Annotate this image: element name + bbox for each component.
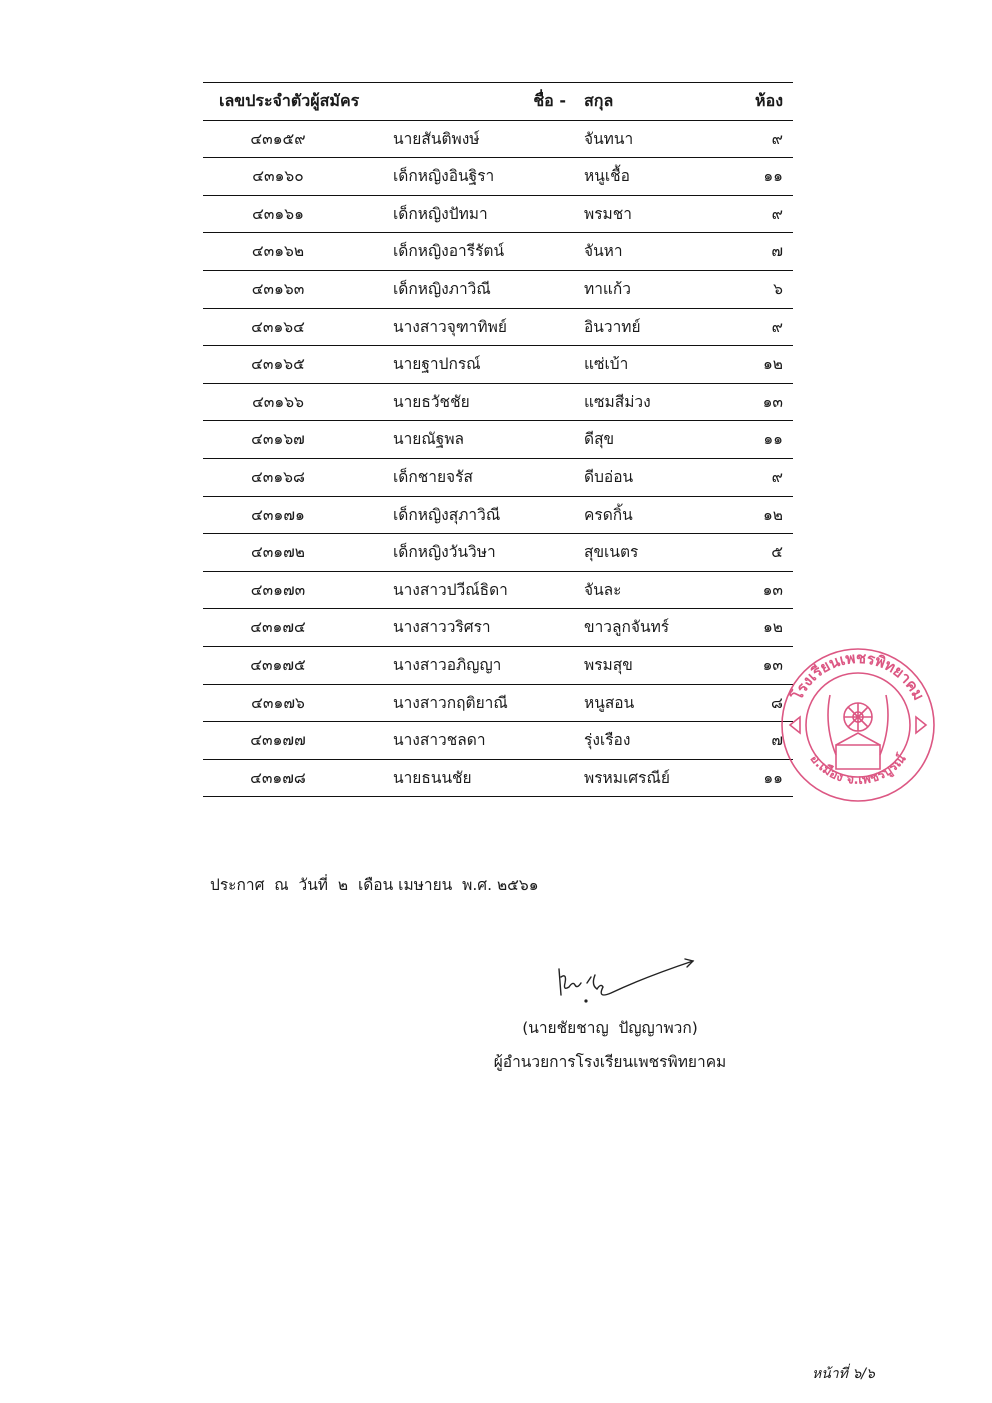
first-name: นางสาวอภิญญา	[393, 655, 502, 674]
applicant-id: ๔๓๑๖๘	[251, 467, 305, 486]
last-name: หนูสอน	[584, 693, 635, 712]
room-number: ๙	[771, 467, 783, 486]
table-row	[203, 121, 793, 159]
applicant-id: ๔๓๑๗๗	[250, 731, 306, 750]
signature-image	[545, 955, 705, 1010]
room-number: ๑๓	[762, 392, 783, 411]
applicant-id: ๔๓๑๗๔	[250, 618, 306, 637]
room-number: ๗	[771, 242, 783, 261]
table-row	[203, 346, 793, 384]
table-row	[203, 459, 793, 497]
last-name: พรมสุข	[584, 655, 633, 674]
first-name: นางสาวจุฑาทิพย์	[393, 317, 507, 336]
table-body	[203, 121, 793, 798]
announcement-date: ประกาศ ณ วันที่ ๒ เดือน เมษายน พ.ศ. ๒๕๖๑	[210, 876, 539, 894]
stamp-top-text: โรงเรียนเพชรพิทยาคม	[787, 648, 928, 704]
room-number: ๙	[771, 204, 783, 223]
last-name: ดีสุข	[584, 430, 615, 449]
applicant-id: ๔๓๑๗๓	[250, 580, 306, 599]
last-name: อินวาทย์	[584, 317, 641, 336]
applicant-table	[203, 82, 793, 797]
first-name: เด็กหญิงปัทมา	[393, 204, 488, 223]
table-row	[203, 421, 793, 459]
room-number: ๑๑	[763, 768, 783, 787]
table-row	[203, 572, 793, 610]
applicant-id: ๔๓๑๖๑	[252, 204, 304, 223]
page-number: หน้าที่ ๖/๖	[812, 1366, 875, 1382]
room-number: ๑๑	[763, 430, 783, 449]
table-row	[203, 647, 793, 685]
first-name: เด็กหญิงอารีรัตน์	[393, 242, 505, 261]
table-row	[203, 158, 793, 196]
first-name: นายฐาปกรณ์	[393, 355, 481, 374]
table-row	[203, 309, 793, 347]
room-number: ๑๑	[763, 167, 783, 186]
table-row	[203, 534, 793, 572]
applicant-id: ๔๓๑๗๒	[250, 543, 306, 562]
room-number: ๑๓	[762, 580, 783, 599]
table-row	[203, 609, 793, 647]
first-name: นางสาวชลดา	[393, 731, 486, 750]
last-name: ดีบอ่อน	[584, 467, 634, 486]
room-number: ๘	[771, 693, 783, 712]
last-name: หนูเชื้อ	[584, 167, 630, 186]
svg-text:โรงเรียนเพชรพิทยาคม	[787, 649, 928, 704]
header-applicant-id: เลขประจำตัวผู้สมัคร	[219, 91, 360, 110]
first-name: นายธวัชชัย	[393, 392, 470, 411]
room-number: ๙	[771, 317, 783, 336]
table-row	[203, 760, 793, 798]
applicant-id: ๔๓๑๖๖	[252, 392, 304, 411]
room-number: ๗	[771, 731, 783, 750]
table-row	[203, 685, 793, 723]
room-number: ๙	[771, 129, 783, 148]
last-name: ขาวลูกจันทร์	[584, 618, 670, 637]
table-row	[203, 384, 793, 422]
room-number: ๑๒	[762, 505, 783, 524]
applicant-id: ๔๓๑๖๗	[251, 430, 305, 449]
room-number: ๑๓	[762, 655, 783, 674]
applicant-id: ๔๓๑๖๓	[251, 279, 305, 298]
school-seal-stamp	[778, 645, 938, 805]
last-name: ครดกิ้น	[584, 505, 633, 524]
last-name: จันหา	[584, 242, 623, 261]
signatory-name: (นายชัยชาญ ปัญญาพวก)	[522, 1019, 698, 1037]
header-first-name: ชื่อ -	[533, 91, 566, 110]
applicant-id: ๔๓๑๖๔	[251, 317, 305, 336]
first-name: นางสาวกฤติยาณี	[393, 693, 508, 712]
first-name: นายธนนชัย	[393, 768, 472, 787]
room-number: ๑๒	[762, 355, 783, 374]
last-name: จันทนา	[584, 129, 634, 148]
applicant-id: ๔๓๑๗๑	[251, 505, 305, 524]
applicant-id: ๔๓๑๗๖	[251, 693, 305, 712]
header-room: ห้อง	[755, 91, 783, 110]
first-name: นางสาวปวีณ์ธิดา	[393, 580, 508, 599]
table-row	[203, 497, 793, 535]
applicant-id: ๔๓๑๕๙	[250, 129, 306, 148]
first-name: นายณัฐพล	[393, 430, 465, 449]
signatory-title: ผู้อำนวยการโรงเรียนเพชรพิทยาคม	[493, 1053, 727, 1071]
table-row	[203, 233, 793, 271]
first-name: นางสาววริศรา	[393, 618, 491, 637]
last-name: ทาแก้ว	[584, 279, 631, 298]
first-name: เด็กหญิงอินฐิรา	[393, 167, 495, 186]
last-name: จันละ	[584, 580, 622, 599]
last-name: รุ่งเรือง	[584, 731, 631, 750]
last-name: สุขเนตร	[584, 543, 639, 562]
header-last-name: สกุล	[584, 91, 614, 110]
last-name: แซ่เบ้า	[584, 355, 629, 374]
first-name: เด็กหญิงภาวิณี	[393, 279, 491, 298]
first-name: เด็กชายจรัส	[393, 467, 473, 486]
table-row	[203, 722, 793, 760]
table-row	[203, 196, 793, 234]
table-header-row	[203, 83, 793, 121]
room-number: ๑๒	[762, 618, 783, 637]
last-name: พรหมเศรณีย์	[584, 768, 670, 787]
applicant-id: ๔๓๑๗๘	[250, 768, 306, 787]
last-name: แซมสีม่วง	[584, 392, 651, 411]
room-number: ๖	[773, 279, 783, 298]
applicant-id: ๔๓๑๗๕	[250, 655, 306, 674]
applicant-id: ๔๓๑๖๐	[252, 167, 304, 186]
room-number: ๕	[771, 543, 783, 562]
last-name: พรมชา	[584, 204, 632, 223]
applicant-id: ๔๓๑๖๕	[251, 355, 305, 374]
table-row	[203, 271, 793, 309]
first-name: เด็กหญิงสุภาวิณี	[393, 505, 501, 524]
first-name: เด็กหญิงวันวิษา	[393, 543, 496, 562]
first-name: นายสันติพงษ์	[393, 129, 480, 148]
applicant-id: ๔๓๑๖๒	[251, 242, 305, 261]
stamp-bottom-text: อ.เมือง จ.เพชรบูรณ์	[806, 751, 910, 788]
